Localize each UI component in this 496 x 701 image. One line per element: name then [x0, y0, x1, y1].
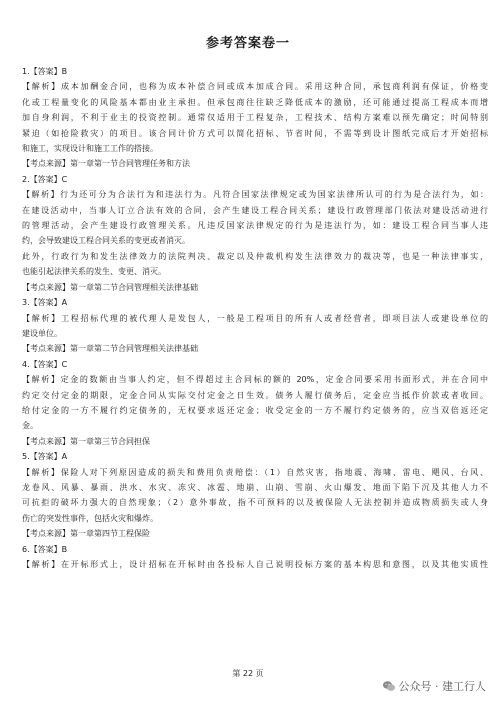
text-line: 可抗拒的破坏力强大的自然现象；（2）意外事故，指不可预料的以及被保险人无法控制并造成物质损失或人身: [22, 498, 488, 508]
text-line: 2.【答案】C: [22, 174, 68, 184]
text-line: 【解析】行为还可分为合法行为和违法行为。凡符合国家法律规定或为国家法律所认可的行为是合法行为，如：: [22, 190, 488, 200]
text-line: 的管理活动，会产生建设行政管理关系。凡违反国家法律规定的行为是违法行为，如：建设工程合同当事人违: [22, 221, 488, 231]
text-line: 化或工程量变化的风险基本都由业主承担。但承包商往往缺乏降低成本的激励，还可能通过提高工程成本而增: [22, 97, 488, 107]
page-title: 参考答案卷一: [205, 36, 290, 51]
text-line: 4.【答案】C: [22, 359, 68, 369]
answer-content: [22, 64, 488, 572]
text-line: 龙卷风、风暴、暴雨、洪水、水灾、冻灾、冰雹、地崩、山崩、雪崩、火山爆发、地面下陷下沉及其他人力不: [22, 482, 488, 492]
text-line: 1.【答案】B: [22, 67, 68, 76]
text-line: 3.【答案】A: [22, 298, 68, 308]
page-number: 第 22 页: [232, 669, 264, 678]
text-line: 也能引起法律关系的发生、变更、消灭。: [22, 267, 166, 277]
wechat-icon: [382, 679, 396, 693]
text-line: 【解析】在开标形式上，设计招标在开标时由各投标人自己说明投标方案的基本构思和意图，以及其他实质性: [22, 560, 488, 569]
text-line: 在建设活动中，当事人订立合法有效的合同，会产生建设工程合同关系；建设行政管理部门依法对建设活动进行: [22, 205, 488, 215]
text-line: 【解析】保险人对下列原因造成的损失和费用负责赔偿：（1）自然灾害，指地震、海啸、雷电、飓风、台风、: [22, 467, 488, 477]
text-line: 【考点来源】第一章第一节合同管理任务和方法: [22, 159, 190, 169]
text-line: 给付定金的一方不履行约定债务的，无权要求返还定金；收受定金的一方不履行约定债务的，应当双倍返还定: [22, 405, 488, 415]
text-line: 金。: [22, 421, 38, 431]
text-line: 6.【答案】B: [22, 544, 68, 554]
text-line: 伤亡的突发性事件，包括火灾和爆炸。: [22, 513, 158, 523]
text-line: 【解析】成本加酬金合同，也称为成本补偿合同或成本加成合同。采用这种合同，承包商利润有保证，价格变: [22, 82, 488, 92]
text-line: 此外，行政行为和发生法律效力的法院判决、裁定以及仲裁机构发生法律效力的裁决等，也是一种法律事实，: [22, 251, 488, 261]
watermark: [382, 678, 487, 694]
text-line: 紧迫（如抢险救灾）的项目。该合同计价方式可以简化招标、节省时间，不需等到设计图纸完成后才开始招标: [22, 128, 488, 138]
text-line: 和施工，实现设计和施工工作的搭接。: [22, 144, 158, 154]
text-line: 【考点来源】第一章第二节合同管理相关法律基础: [22, 344, 198, 354]
text-line: 约，会导致建设工程合同关系的变更或者消灭。: [22, 236, 190, 246]
text-line: 【解析】定金的数额由当事人约定，但不得超过主合同标的额的 20%，定金合同要采用书面形式，并在合同中: [22, 375, 488, 385]
watermark-text: 公众号 · 建工行人: [398, 680, 486, 693]
text-line: 建设单位。: [22, 328, 62, 338]
text-line: 【考点来源】第一章第二节合同管理相关法律基础: [22, 282, 198, 292]
text-line: 【考点来源】第一章第四节工程保险: [22, 529, 150, 539]
text-line: 加自身利润，不利于业主的投资控制。通常仅适用于工程复杂，工程技术、结构方案难以预先确定；时间特别: [22, 113, 488, 123]
text-line: 【解析】工程招标代理的被代理人是发包人，一般是工程项目的所有人或者经营者，即项目法人或建设单位的: [22, 313, 488, 323]
text-line: 5.【答案】A: [22, 452, 68, 462]
text-line: 【考点来源】第一章第三节合同担保: [22, 436, 150, 446]
text-line: 约定交付定金的期限，定金合同从实际交付定金之日生效。债务人履行债务后，定金应当抵作价款或者收回。: [22, 390, 488, 400]
